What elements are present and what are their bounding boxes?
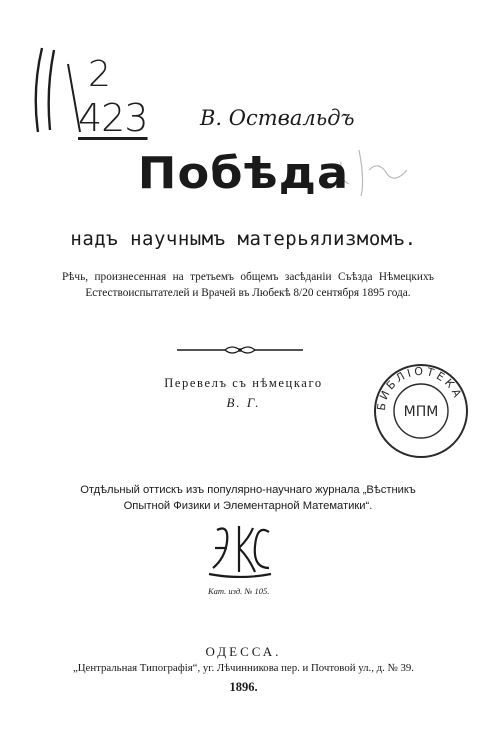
publisher-monogram	[205, 520, 275, 578]
handwritten-shelf-number: 2	[88, 54, 112, 95]
book-subtitle: надъ научнымъ матерьялизмомъ.	[70, 228, 417, 250]
imprint-press: „Центральная Типографія“, уг. Лѣчинникова пер. и Почтовой ул., д. № 39.	[72, 662, 415, 674]
imprint-year: 1896.	[229, 680, 258, 694]
speech-description: Рѣчь, произнесенная на третьемъ общемъ засѣданіи Съѣзда Нѣмецкихъ Естествоиспытателей и Врачей въ Любекѣ 8/20 сентября 1895 года.	[62, 271, 434, 299]
handwritten-shelf-subnumber: 423	[78, 96, 148, 140]
catalog-number: Кат. изд. № 105.	[208, 586, 270, 596]
stamp-inner-text: МПМ	[403, 404, 439, 420]
ornament-divider	[175, 343, 305, 357]
handwritten-bracket-mark	[24, 40, 84, 140]
offprint-note: Отдѣльный оттискъ изъ популярно-научнаго журнала „Вѣстникъ Опытной Физики и Элементарной Математики“.	[80, 484, 416, 512]
book-title: Побѣда	[137, 148, 350, 199]
library-stamp	[372, 362, 470, 460]
imprint-city: ОДЕССА.	[205, 644, 282, 659]
author-name: В. Оствальдъ	[200, 106, 355, 130]
stamp-outer-text: БИБЛІОТЕКА	[374, 364, 465, 412]
translation-line: Перевелъ съ нѣмецкаго	[164, 376, 323, 390]
translator-initials: В. Г.	[226, 395, 261, 410]
